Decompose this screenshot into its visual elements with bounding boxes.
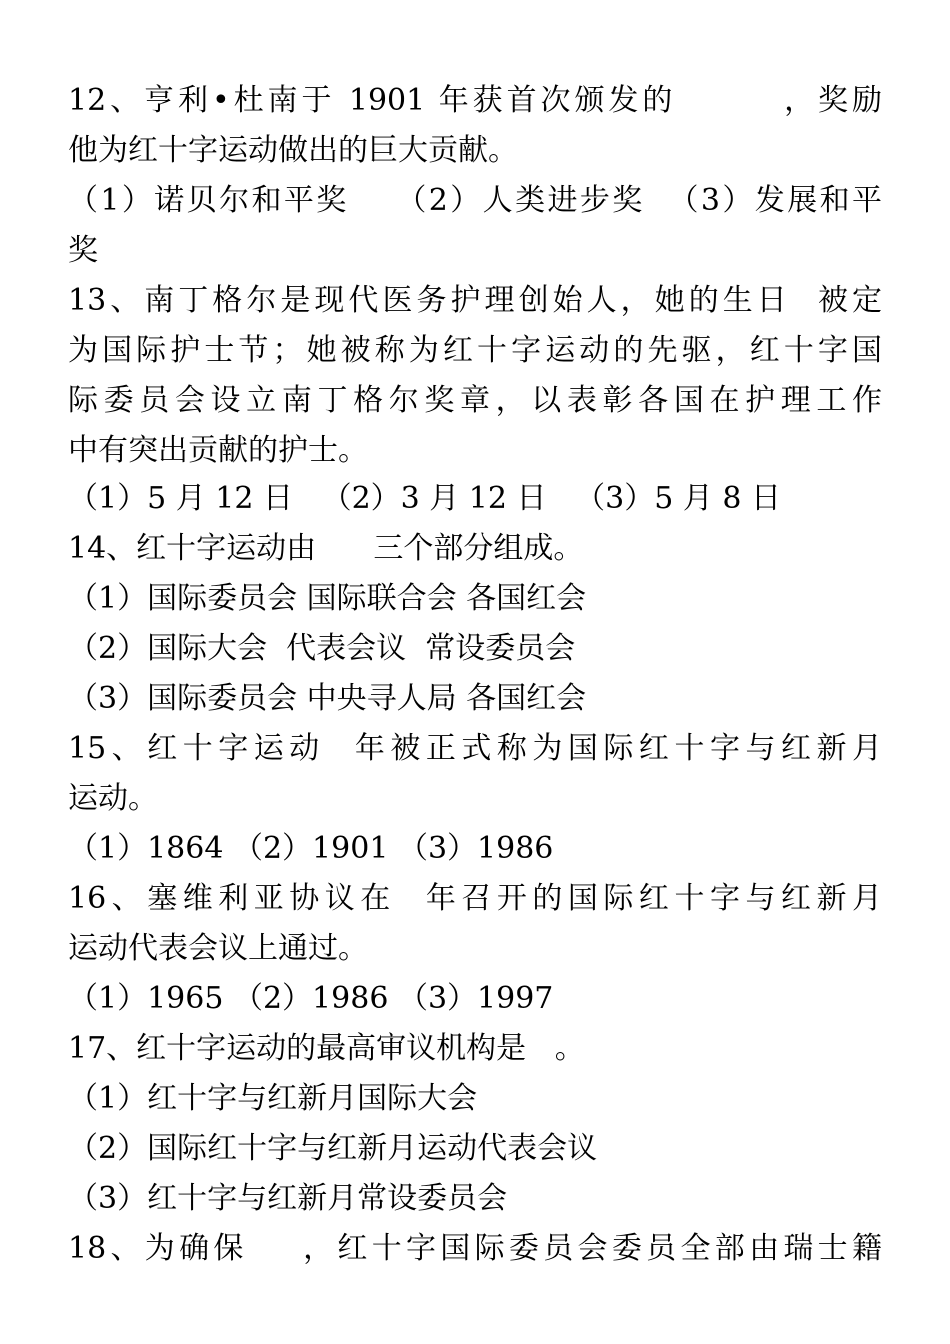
question-17-option-2: （2）国际红十字与红新月运动代表会议: [68, 1131, 598, 1166]
question-12-options-line-1: （1）诺贝尔和平奖 （2）人类进步奖 （3）发展和平: [68, 183, 882, 218]
question-17-text-line-1: 17、红十字运动的最高审议机构是 。: [68, 1031, 585, 1066]
question-13-text-line-1: 13、南丁格尔是现代医务护理创始人，她的生日 被定: [68, 283, 882, 318]
question-16-options-line-1: （1）1965 （2）1986 （3）1997: [68, 981, 554, 1016]
question-13-text-line-2: 为国际护士节；她被称为红十字运动的先驱，红十字国: [68, 333, 882, 368]
question-14-option-1: （1）国际委员会 国际联合会 各国红会: [68, 581, 587, 616]
question-17-option-3: （3）红十字与红新月常设委员会: [68, 1181, 508, 1216]
question-12-options-line-2: 奖: [68, 233, 98, 268]
question-15-options-line-1: （1）1864 （2）1901 （3）1986: [68, 831, 554, 866]
question-13-text-line-3: 际委员会设立南丁格尔奖章，以表彰各国在护理工作: [68, 383, 882, 418]
question-12-text-line-1: 12、亨利•杜南于 1901 年获首次颁发的 ，奖励: [68, 83, 882, 118]
question-13-text-line-4: 中有突出贡献的护士。: [68, 433, 368, 468]
question-18-text-line-1: 18、为确保 ，红十字国际委员会委员全部由瑞士籍: [68, 1231, 882, 1266]
question-16-text-line-1: 16、塞维利亚协议在 年召开的国际红十字与红新月: [68, 881, 882, 916]
question-14-option-2: （2）国际大会 代表会议 常设委员会: [68, 631, 576, 666]
question-15-text-line-2: 运动。: [68, 781, 158, 816]
question-12-text-line-2: 他为红十字运动做出的巨大贡献。: [68, 133, 518, 168]
question-17-option-1: （1）红十字与红新月国际大会: [68, 1081, 478, 1116]
question-14-option-3: （3）国际委员会 中央寻人局 各国红会: [68, 681, 587, 716]
question-16-text-line-2: 运动代表会议上通过。: [68, 931, 368, 966]
question-13-options-line-1: （1）5 月 12 日 （2）3 月 12 日 （3）5 月 8 日: [68, 481, 781, 516]
question-15-text-line-1: 15、红十字运动 年被正式称为国际红十字与红新月: [68, 731, 882, 766]
question-14-text-line-1: 14、红十字运动由 三个部分组成。: [68, 531, 584, 566]
